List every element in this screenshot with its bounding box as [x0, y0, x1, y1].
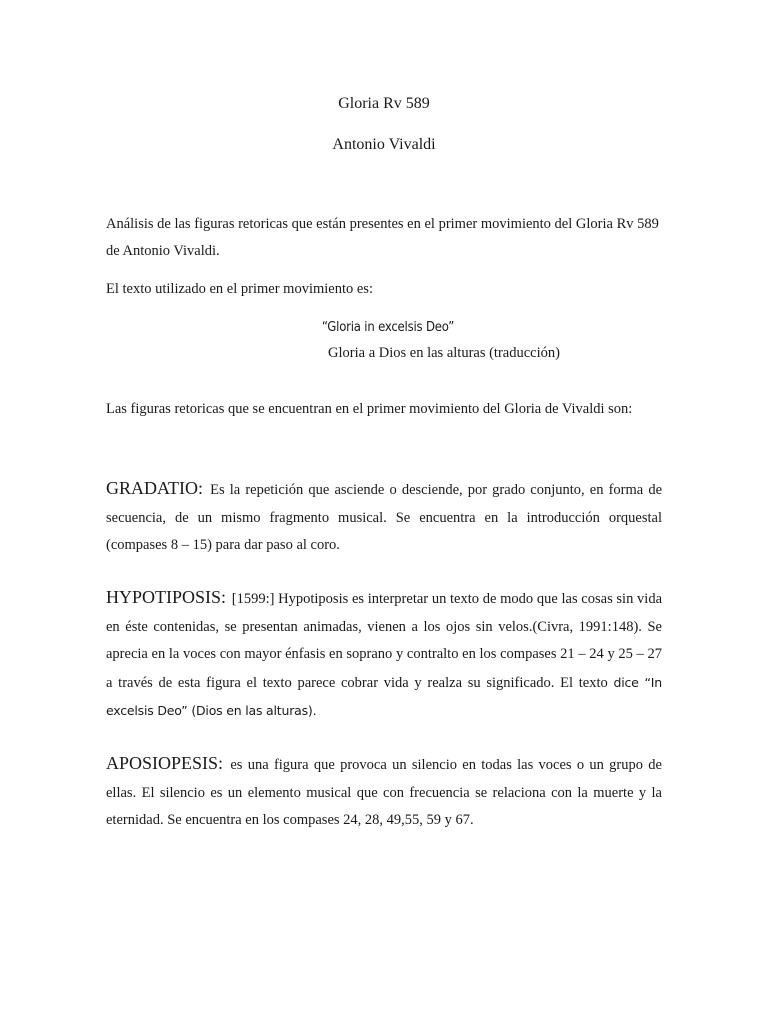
figure-description-hypotiposis: [1599:] Hypotiposis es interpretar un texto de modo que las cosas sin vida en éste contenidas, se presentan animadas, vienen a los ojos sin velos.(Civra, 1991:148). Se aprecia en la voces con mayor énfasis en soprano y contralto en los compases 21 – 24 y 25 – 27 a través de esta figura el texto parece cobrar vida y realza su significado. El texto	[106, 591, 663, 691]
figure-gradatio	[106, 475, 662, 560]
figure-description-gradatio: Es la repetición que asciende o desciende, por grado conjunto, en forma de secuencia, de un mismo fragmento musical. Se encuentra en la introducción orquestal (compases 8 – 15) para dar paso al coro.	[106, 482, 663, 553]
figure-aposiopesis	[106, 750, 662, 835]
figures-intro-paragraph: Las figuras retoricas que se encuentran en el primer movimiento del Gloria de Vivaldi son:	[106, 401, 633, 417]
figure-description-hypotiposis-tail: dice “In excelsis Deo” (Dios en las alturas).	[106, 674, 662, 718]
figure-term-gradatio: GRADATIO:	[106, 478, 203, 498]
figure-term-hypotiposis: HYPOTIPOSIS:	[106, 587, 227, 607]
figure-term-aposiopesis: APOSIOPESIS:	[106, 753, 224, 773]
figure-hypotiposis	[106, 584, 662, 726]
document-author: Antonio Vivaldi	[332, 136, 436, 153]
latin-quote: “Gloria in excelsis Deo”	[321, 320, 455, 335]
intro-paragraph: Análisis de las figuras retoricas que están presentes en el primer movimiento del Gloria Rv 589 de Antonio Vivaldi.	[106, 216, 659, 259]
text-used-label: El texto utilizado en el primer movimiento es:	[106, 281, 373, 297]
document-title: Gloria Rv 589	[338, 95, 430, 112]
quote-translation: Gloria a Dios en las alturas (traducción)	[328, 345, 560, 361]
figure-description-aposiopesis: es una figura que provoca un silencio en todas las voces o un grupo de ellas. El silencio es un elemento musical que con frecuencia se relaciona con la muerte y la eternidad. Se encuentra en los compases 24, 28, 49,55, 59 y 67.	[106, 757, 662, 828]
